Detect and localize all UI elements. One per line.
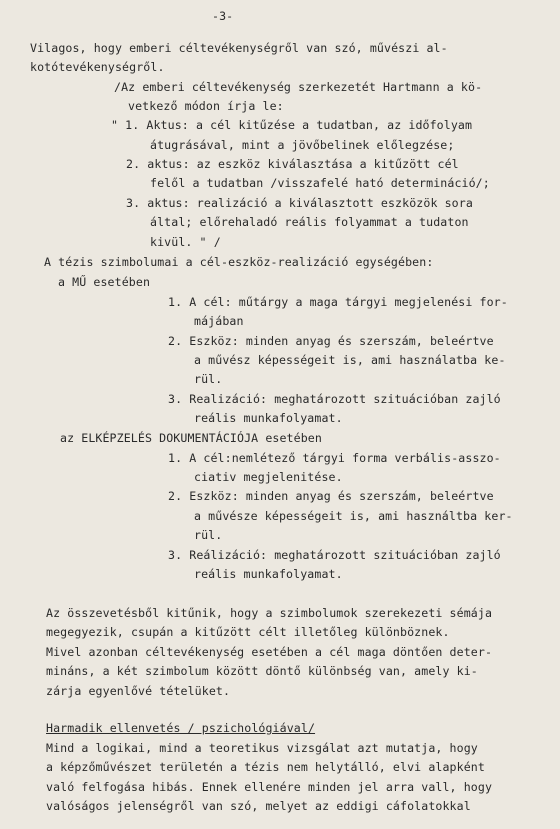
text-line: átugrásával, mint a jövőbelinek előlegzése;	[150, 138, 455, 152]
text-line: vetkező módon írja le:	[128, 99, 284, 113]
text-line: reális munkafolyamat.	[194, 411, 343, 425]
text-line: 3. Realizáció: meghatározott szituációban zajló	[168, 392, 501, 406]
text-line: /Az emberi céltevékenység szerkezetét Hartmann a kö-	[114, 80, 483, 94]
text-line: 2. Eszköz: minden anyag és szerszám, beleértve	[168, 334, 494, 348]
text-line: 1. A cél: műtárgy a maga tárgyi megjelenési for-	[168, 295, 508, 309]
text-line: kivül. " /	[150, 235, 221, 249]
text-line: az ELKÉPZELÉS DOKUMENTÁCIÓJA esetében	[60, 431, 322, 445]
text-line: a képzőművészet területén a tézis nem helytálló, elvi alapként	[46, 760, 485, 774]
text-line: Az összevetésből kitűnik, hogy a szimbolumok szerekezeti sémája	[46, 606, 493, 620]
text-line: kotótevékenységről.	[30, 60, 165, 74]
section-heading: Harmadik ellenvetés / pszichológiával/	[46, 721, 316, 735]
text-line: által; előrehaladó reális folyammat a tudaton	[150, 215, 469, 229]
text-line: mináns, a két szimbolum között döntő különbség van, amely ki-	[46, 664, 478, 678]
text-line: valóságos jelenségről van szó, melyet az eddigi cáfolatokkal	[46, 799, 471, 813]
text-line: rül.	[194, 372, 223, 386]
text-line: megegyezik, csupán a kitűzött célt illetőleg különböznek.	[46, 625, 450, 639]
text-line: 3. Reálizáció: meghatározott szituációban zajló	[168, 548, 501, 562]
text-line: Mind a logikai, mind a teoretikus vizsgálat azt mutatja, hogy	[46, 741, 478, 755]
text-line: reális munkafolyamat.	[194, 567, 343, 581]
text-line: 2. aktus: az eszköz kiválasztása a kitűzött cél	[126, 157, 459, 171]
text-line: a MŰ esetében	[58, 275, 151, 289]
text-line: ciativ megjelenitése.	[194, 470, 343, 484]
text-line: A tézis szimbolumai a cél-eszköz-realizáció egységében:	[44, 255, 434, 269]
text-line: felől a tudatban /visszafelé ható determináció/;	[150, 176, 490, 190]
text-line: zárja egyenlővé tételüket.	[46, 684, 231, 698]
text-line: a művész képességeit is, ami használatba ke-	[194, 353, 506, 367]
text-line: Mivel azonban céltevékenység esetében a cél maga döntően deter-	[46, 645, 493, 659]
text-line: 3. aktus: realizáció a kiválasztott eszközök sora	[126, 196, 473, 210]
text-line: a művésze képességeit is, ami használtba ker-	[194, 509, 513, 523]
text-line: Vilagos, hogy emberi céltevékenységről van szó, művészi al-	[30, 41, 448, 55]
text-line: májában	[194, 314, 244, 328]
text-line: való felfogása hibás. Ennek ellenére minden jel arra vall, hogy	[46, 780, 493, 794]
page-number: -3-	[212, 9, 234, 23]
text-line: 2. Eszköz: minden anyag és szerszám, beleértve	[168, 489, 494, 503]
text-line: 1. A cél:nemlétező tárgyi forma verbális-asszo-	[168, 451, 501, 465]
text-line: rül.	[194, 528, 223, 542]
text-line: " 1. Aktus: a cél kitűzése a tudatban, az időfolyam	[111, 118, 473, 132]
